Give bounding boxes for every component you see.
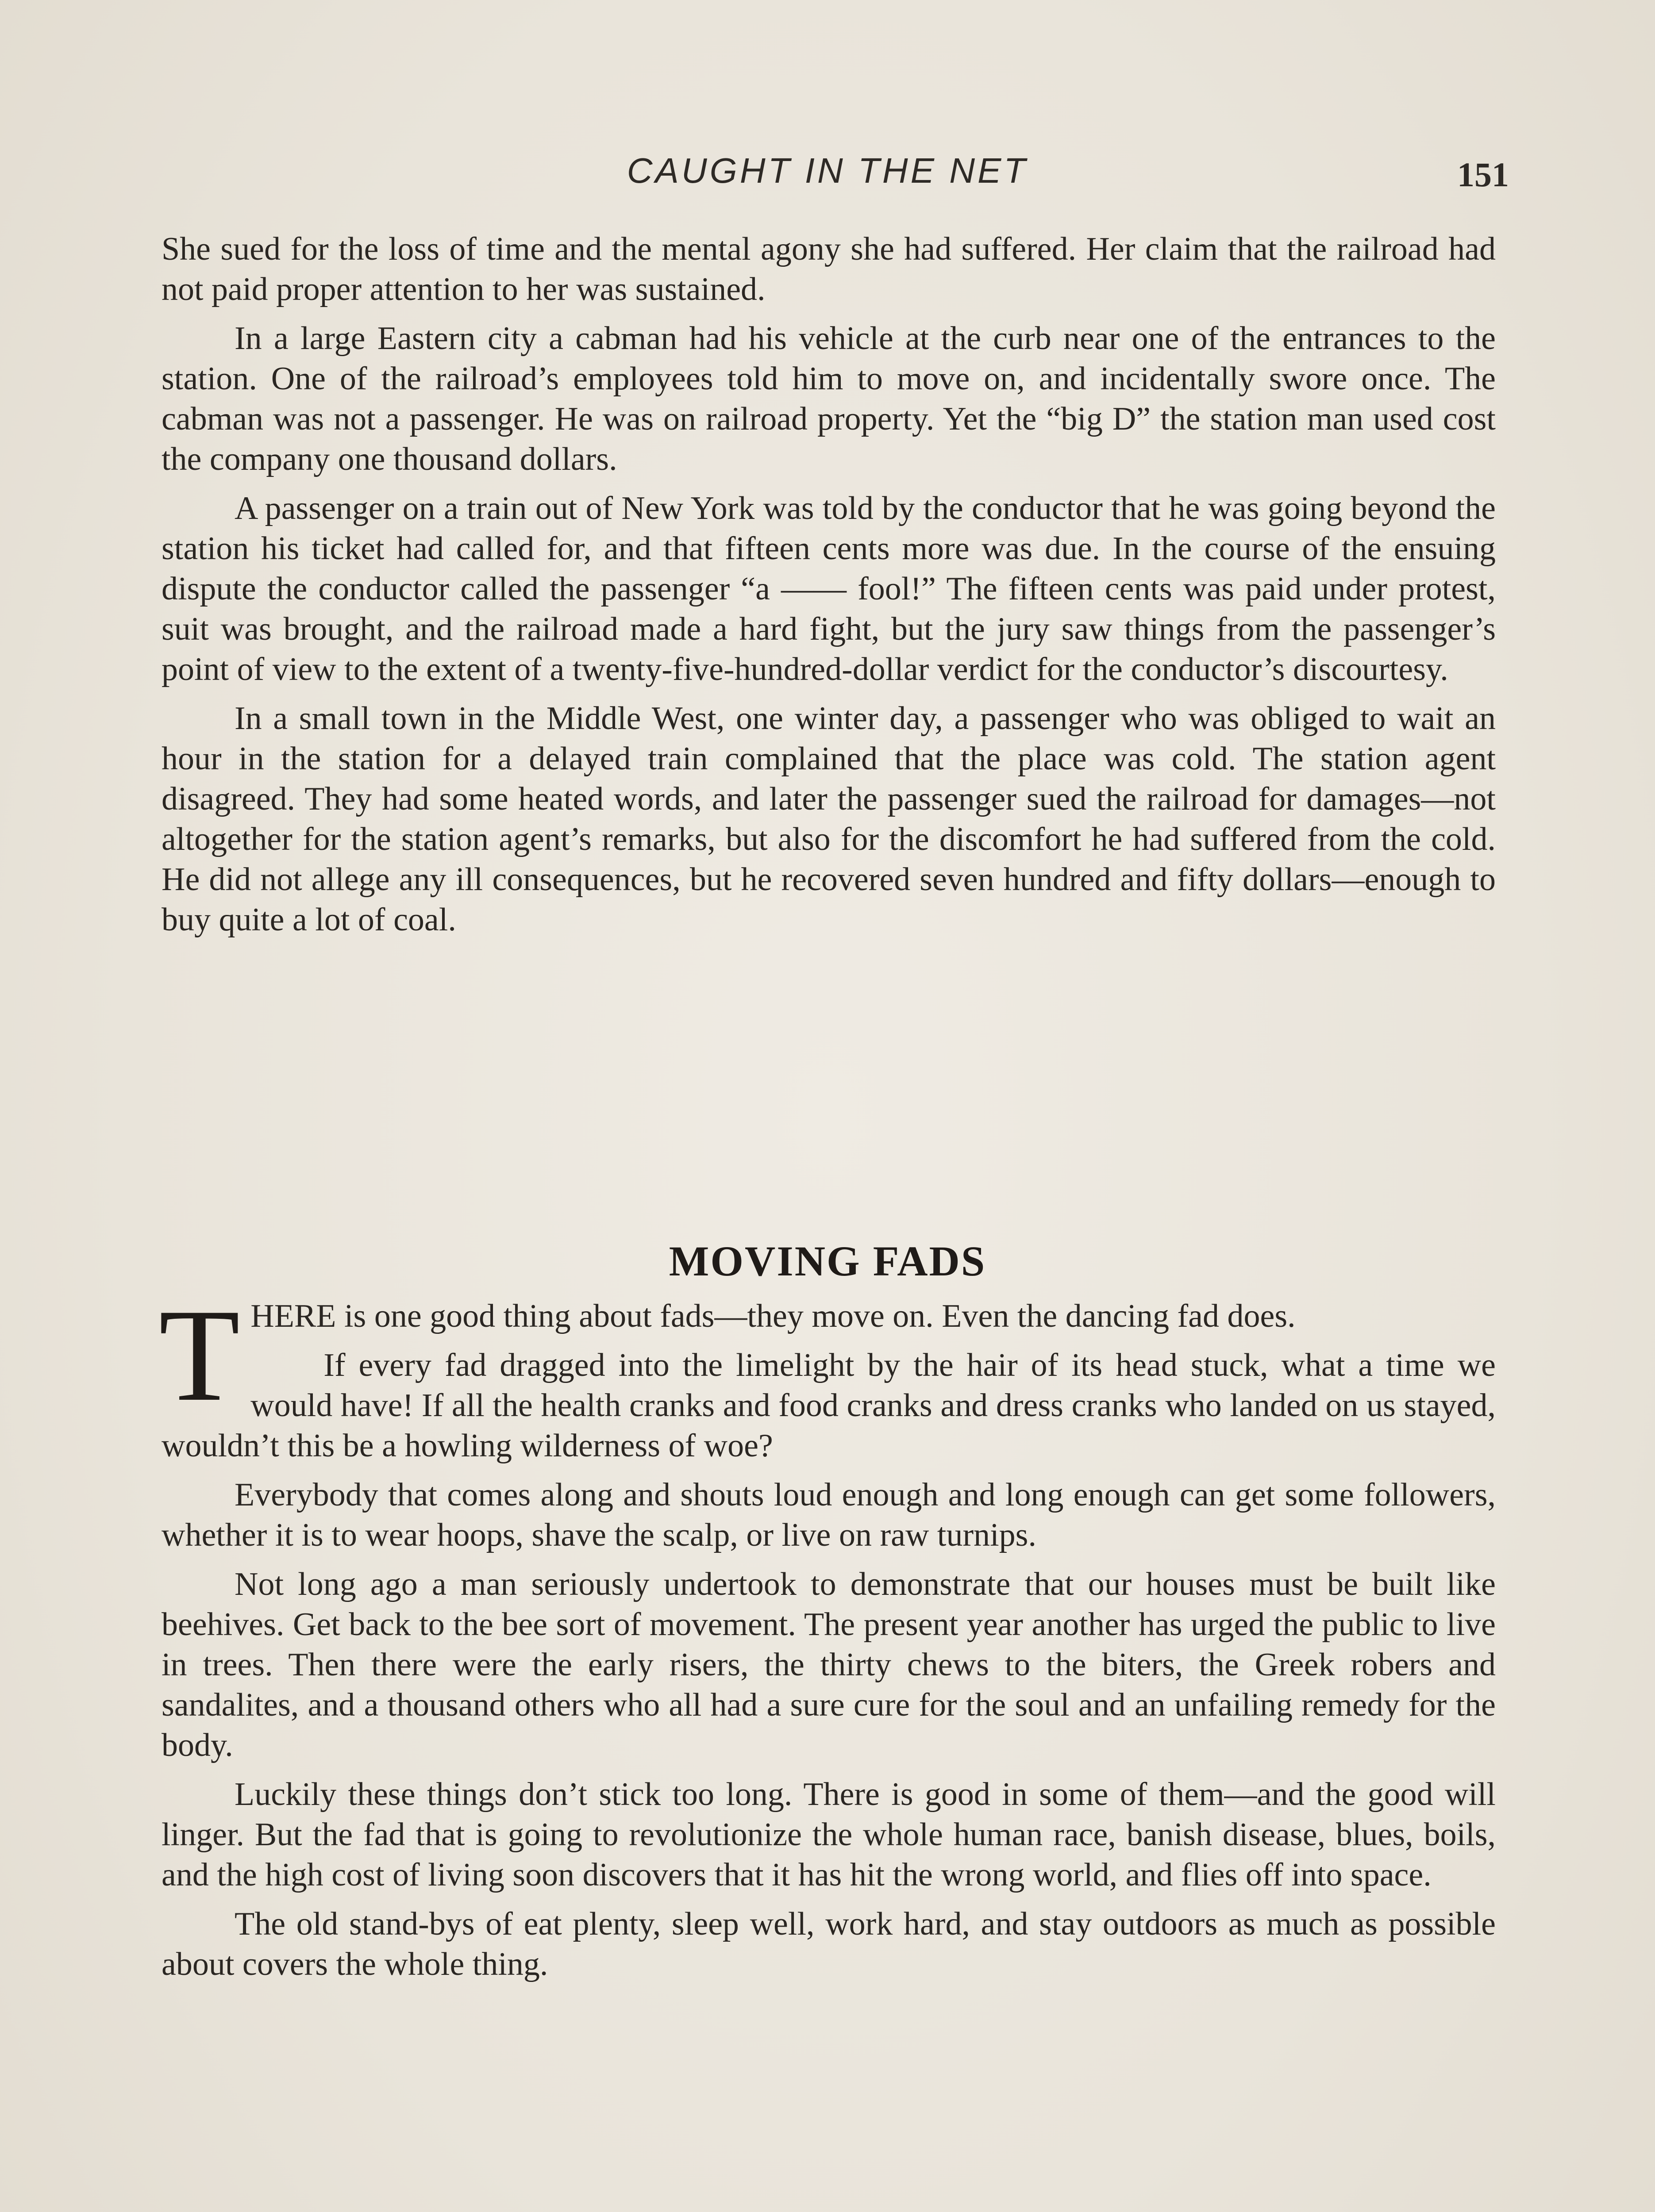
paragraph: Everybody that comes along and shouts loud enough and long enough can get some followers, whether it is to wear hoops, shave the scalp, or live on raw turnips. — [162, 1477, 1496, 1553]
section-caught-in-the-net — [162, 229, 1496, 949]
paragraph: She sued for the loss of time and the mental agony she had suffered. Her claim that the railroad had not paid proper attention to her was sustained. — [162, 231, 1496, 307]
paragraph: Luckily these things don’t stick too long. There is good in some of them—and the good will linger. But the fad that is going to revolutionize the whole human race, banish disease, blues, boils, and the high cost of living soon discovers that it has hit the wrong world, and flies off into space. — [162, 1776, 1496, 1893]
paragraph: In a small town in the Middle West, one winter day, a passenger who was obliged to wait an hour in the station for a delayed train complained that the place was cold. The station agent disagreed. They had some heated words, and later the passenger sued the railroad for damages—not altogether for the station agent’s remarks, but also for the discomfort he had suffered from the cold. He did not allege any ill consequences, but he recovered seven hundred and fifty dollars—enough to buy quite a lot of coal. — [162, 700, 1496, 938]
paragraph: HERE is one good thing about fads—they move on. Even the dancing fad does. — [250, 1298, 1296, 1334]
paragraph: In a large Eastern city a cabman had his vehicle at the curb near one of the entrances to the station. One of the railroad’s employees told him to move on, and incidentally swore once. The cabman was not a passenger. He was on railroad property. Yet the “big D” the station man used cost the company one thousand dollars. — [162, 320, 1496, 477]
drop-cap: T — [159, 1282, 240, 1429]
running-title: CAUGHT IN THE NET — [627, 151, 1028, 190]
paragraph: If every fad dragged into the limelight by the hair of its head stuck, what a time we would have! If all the health cranks and food cranks and dress cranks who landed on us stayed, wouldn’t this be a howling wilderness of woe? — [162, 1347, 1496, 1464]
paragraph: The old stand-bys of eat plenty, sleep well, work hard, and stay outdoors as much as possible about covers the whole thing. — [162, 1906, 1496, 1982]
page-number: 151 — [1457, 155, 1509, 194]
paragraph: A passenger on a train out of New York was told by the conductor that he was going beyond the station his ticket had called for, and that fifteen cents more was due. In the course of the ensuing dispute the conductor called the passenger “a —— fool!” The fifteen cents was paid under protest, suit was brought, and the railroad made a hard fight, but the jury saw things from the passenger’s point of view to the extent of a twenty-five-hundred-dollar verdict for the conductor’s discourtesy. — [162, 490, 1496, 687]
section-title: MOVING FADS — [669, 1237, 986, 1285]
section-moving-fads — [159, 1282, 1496, 1993]
paragraph: Not long ago a man seriously undertook to demonstrate that our houses must be built like beehives. Get back to the bee sort of movement. The present year another has urged the public to live in trees. Then there were the early risers, the thirty chews to the biters, the Greek robers and sandalites, and a thousand others who all had a sure cure for the soul and an unfailing remedy for the body. — [162, 1566, 1496, 1763]
